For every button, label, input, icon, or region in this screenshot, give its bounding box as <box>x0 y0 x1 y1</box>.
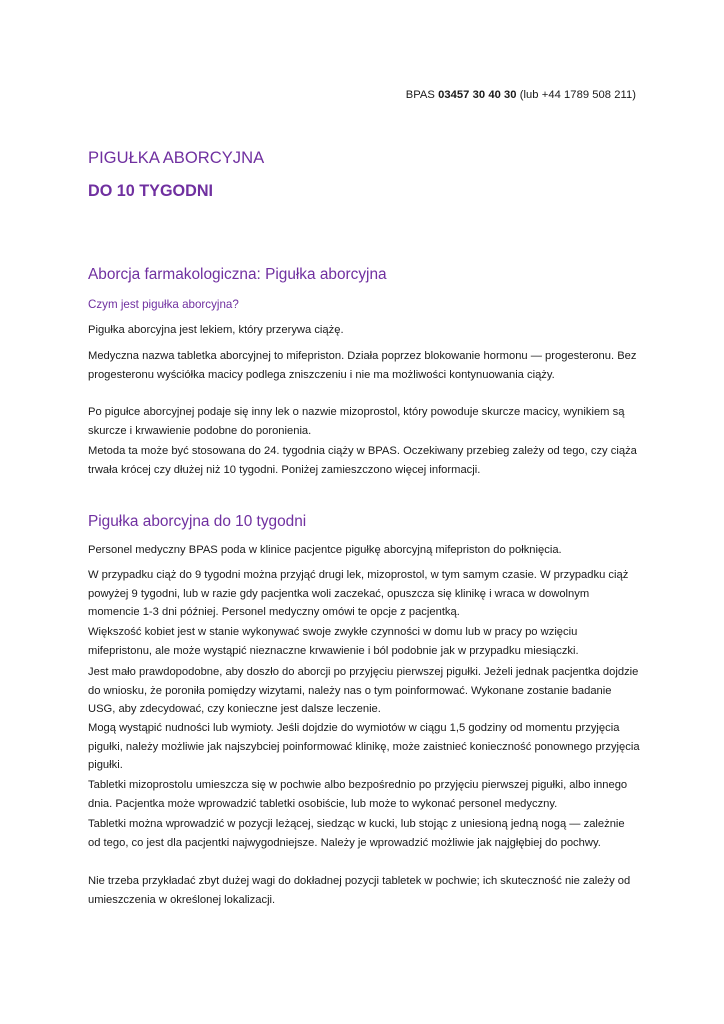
section2-paragraph: Większość kobiet jest w stanie wykonywać swoje zwykłe czynności w domu lub w pracy po wzięciu mifepristonu, ale może wystąpić nieznaczne krwawienie i ból podobnie jak w przypadku miesiączki. <box>88 626 579 657</box>
section2-paragraph: Tabletki można wprowadzić w pozycji leżącej, siedząc w kucki, lub stojąc z uniesioną jedną nogą — zależnie od tego, co jest dla pacjentki najwygodniejsze. Należy je wprowadzić możliwie jak najgłębiej do pochwy. <box>88 818 625 849</box>
section2-heading: Pigułka aborcyjna do 10 tygodni <box>88 513 307 530</box>
section1-paragraph: Metoda ta może być stosowana do 24. tygodnia ciąży w BPAS. Oczekiwany przebieg zależy od tego, czy ciąża trwała krócej czy dłużej niż 10 tygodni. Poniżej zamieszczono więcej informacji. <box>88 445 637 476</box>
section2-paragraph: Personel medyczny BPAS poda w klinice pacjentce pigułkę aborcyjną mifepriston do połknięcia. <box>88 544 562 556</box>
section2-paragraph: Jest mało prawdopodobne, aby doszło do aborcji po przyjęciu pierwszej pigułki. Jeżeli jednak pacjentka dojdzie do wniosku, że poroniła pomiędzy wizytami, należy nas o tym poinformować. Wykonane zostanie badanie USG, aby zdecydować, czy konieczne jest dalsze leczenie. <box>88 666 639 716</box>
header-contact <box>406 89 636 101</box>
section2-paragraph: Nie trzeba przykładać zbyt dużej wagi do dokładnej pozycji tabletek w pochwie; ich skuteczność nie zależy od umieszczenia w określonej lokalizacji. <box>88 875 631 906</box>
document-subtitle: DO 10 TYGODNI <box>88 182 214 200</box>
section1-paragraph: Po pigułce aborcyjnej podaje się inny lek o nazwie mizoprostol, który powoduje skurcze macicy, wynikiem są skurcze i krwawienie podobne do poronienia. <box>88 406 625 437</box>
section2-paragraph: Mogą wystąpić nudności lub wymioty. Jeśli dojdzie do wymiotów w ciągu 1,5 godziny od momentu przyjęcia pigułki, należy możliwie jak najszybciej poinformować klinikę, może zaistnieć konieczność ponownego przyjęcia pigułki. <box>88 722 640 772</box>
section1-paragraph: Medyczna nazwa tabletka aborcyjnej to mifepriston. Działa poprzez blokowanie hormonu — progesteronu. Bez progesteronu wyściółka macicy podlega zniszczeniu i nie ma możliwości kontynuowania ciąży. <box>88 350 637 381</box>
section1-heading: Aborcja farmakologiczna: Pigułka aborcyjna <box>88 266 387 283</box>
header-phone-alt: (lub +44 1789 508 211) <box>516 89 636 101</box>
header-phone-main: 03457 30 40 30 <box>438 89 517 101</box>
document-title: PIGUŁKA ABORCYJNA <box>88 148 265 167</box>
section2-paragraph: W przypadku ciąż do 9 tygodni można przyjąć drugi lek, mizoprostol, w tym samym czasie. W przypadku ciąż powyżej 9 tygodni, lub w razie gdy pacjentka woli zaczekać, opuszcza się klinikę i wraca w dowolnym momencie 1-3 dni później. Personel medyczny omówi te opcje z pacjentką. <box>88 569 629 619</box>
section2-paragraph: Tabletki mizoprostolu umieszcza się w pochwie albo bezpośrednio po przyjęciu pierwszej pigułki, albo innego dnia. Pacjentka może wprowadzić tabletki osobiście, lub może to wykonać personel medyczny. <box>88 779 628 810</box>
section1-subheading: Czym jest pigułka aborcyjna? <box>88 298 239 311</box>
section1-paragraph: Pigułka aborcyjna jest lekiem, który przerywa ciążę. <box>88 324 344 336</box>
header-prefix: BPAS <box>405 89 439 101</box>
